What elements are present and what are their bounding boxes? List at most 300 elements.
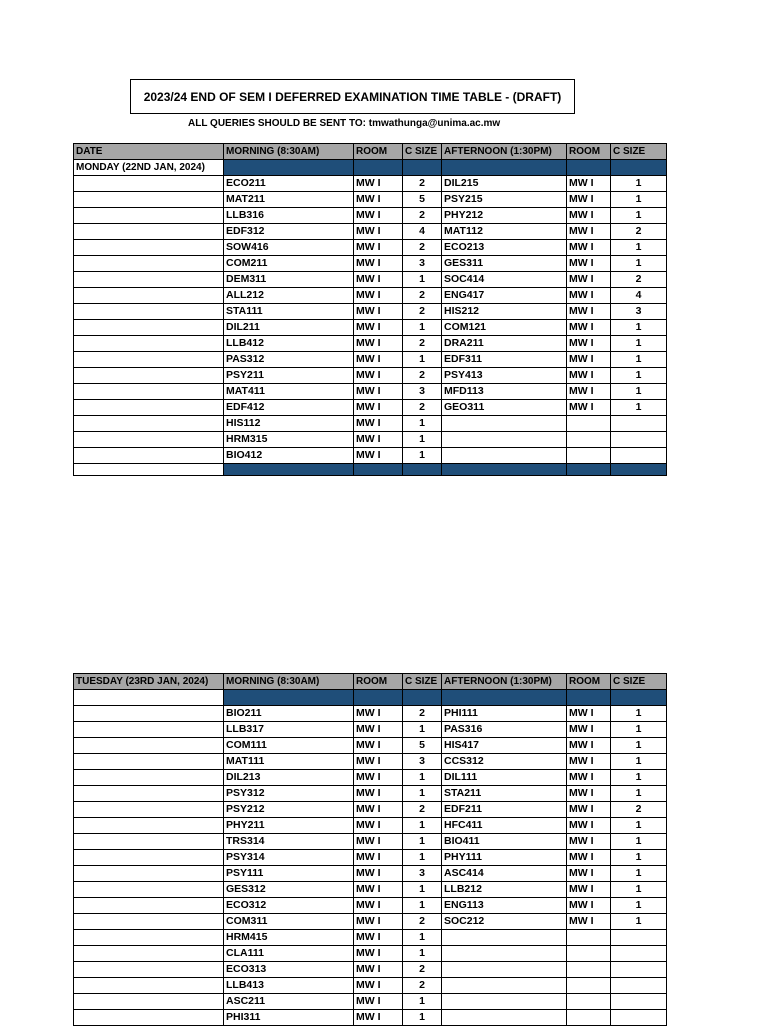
afternoon-csize: 1 [611,705,667,721]
morning-course: HRM315 [224,432,354,448]
room-header: ROOM [354,144,403,160]
morning-csize: 2 [403,801,442,817]
date-cell [74,897,224,913]
afternoon-csize: 1 [611,721,667,737]
morning-csize: 2 [403,977,442,993]
afternoon-course: STA211 [442,785,567,801]
morning-room: MW I [354,785,403,801]
morning-course: TRS314 [224,833,354,849]
afternoon-csize: 1 [611,320,667,336]
afternoon-course: PHY212 [442,208,567,224]
morning-course: COM211 [224,256,354,272]
afternoon-csize: 2 [611,272,667,288]
date-cell [74,833,224,849]
date-cell [74,913,224,929]
date-cell [74,801,224,817]
afternoon-csize: 1 [611,753,667,769]
morning-header: MORNING (8:30AM) [224,674,354,690]
table-row [74,929,667,945]
morning-csize: 1 [403,432,442,448]
afternoon-csize: 1 [611,833,667,849]
date-row [74,160,667,176]
table-row [74,977,667,993]
morning-room: MW I [354,897,403,913]
afternoon-room: MW I [567,753,611,769]
date-cell [74,737,224,753]
morning-course: MAT111 [224,753,354,769]
date-cell [74,721,224,737]
morning-room: MW I [354,192,403,208]
afternoon-csize [611,448,667,464]
afternoon-room: MW I [567,368,611,384]
morning-csize: 2 [403,368,442,384]
afternoon-course: GEO311 [442,400,567,416]
morning-course: PSY211 [224,368,354,384]
table-row [74,448,667,464]
morning-room: MW I [354,208,403,224]
morning-course: HIS112 [224,416,354,432]
table-row [74,240,667,256]
date-cell [74,785,224,801]
afternoon-course: EDF311 [442,352,567,368]
morning-room: MW I [354,721,403,737]
morning-csize: 3 [403,384,442,400]
morning-csize: 1 [403,897,442,913]
afternoon-room: MW I [567,769,611,785]
afternoon-course: COM121 [442,320,567,336]
table-row [74,897,667,913]
table-row [74,721,667,737]
morning-csize: 2 [403,208,442,224]
morning-room: MW I [354,352,403,368]
morning-course: HRM415 [224,929,354,945]
timetable-title [130,79,575,114]
date-cell [74,208,224,224]
morning-csize: 1 [403,352,442,368]
afternoon-course [442,416,567,432]
date-cell [74,977,224,993]
table-row [74,432,667,448]
morning-room: MW I [354,224,403,240]
date-cell [74,769,224,785]
afternoon-course: DIL111 [442,769,567,785]
morning-room: MW I [354,849,403,865]
table-row [74,945,667,961]
morning-course: STA111 [224,304,354,320]
afternoon-csize: 1 [611,336,667,352]
date-cell [74,336,224,352]
table-row [74,801,667,817]
afternoon-room: MW I [567,737,611,753]
afternoon-room: MW I [567,336,611,352]
afternoon-room [567,416,611,432]
afternoon-room: MW I [567,224,611,240]
afternoon-room [567,993,611,1009]
morning-course: DIL213 [224,769,354,785]
date-cell [74,272,224,288]
afternoon-room [567,448,611,464]
date-cell [74,929,224,945]
morning-course: PSY111 [224,865,354,881]
afternoon-room: MW I [567,208,611,224]
morning-course: LLB316 [224,208,354,224]
morning-course: ECO211 [224,176,354,192]
afternoon-csize: 1 [611,400,667,416]
morning-course: GES312 [224,881,354,897]
afternoon-room [567,432,611,448]
afternoon-csize: 1 [611,256,667,272]
afternoon-csize: 1 [611,240,667,256]
date-cell [74,945,224,961]
csize-header: C SIZE [611,144,667,160]
morning-csize: 1 [403,320,442,336]
date-cell [74,993,224,1009]
table-row [74,913,667,929]
afternoon-csize [611,432,667,448]
afternoon-csize [611,416,667,432]
morning-room: MW I [354,993,403,1009]
table-row [74,785,667,801]
afternoon-csize [611,961,667,977]
morning-csize: 1 [403,849,442,865]
morning-course: PSY314 [224,849,354,865]
morning-course: LLB317 [224,721,354,737]
afternoon-csize [611,977,667,993]
table-row [74,176,667,192]
morning-room: MW I [354,448,403,464]
morning-csize: 1 [403,448,442,464]
morning-csize: 1 [403,1009,442,1025]
afternoon-csize: 1 [611,897,667,913]
morning-room: MW I [354,929,403,945]
afternoon-room: MW I [567,865,611,881]
afternoon-course: SOC212 [442,913,567,929]
afternoon-room: MW I [567,817,611,833]
morning-course: ALL212 [224,288,354,304]
afternoon-csize: 4 [611,288,667,304]
date-cell [74,817,224,833]
afternoon-header: AFTERNOON (1:30PM) [442,674,567,690]
morning-course: DEM311 [224,272,354,288]
afternoon-course: HIS417 [442,737,567,753]
afternoon-csize: 1 [611,865,667,881]
date-cell [74,368,224,384]
afternoon-csize [611,1009,667,1025]
afternoon-course [442,929,567,945]
morning-room: MW I [354,865,403,881]
table-row [74,272,667,288]
morning-course: PHY211 [224,817,354,833]
date-cell [74,256,224,272]
morning-course: ECO312 [224,897,354,913]
morning-csize: 2 [403,336,442,352]
afternoon-csize: 3 [611,304,667,320]
afternoon-csize: 1 [611,384,667,400]
morning-course: EDF412 [224,400,354,416]
afternoon-course: MFD113 [442,384,567,400]
date-cell [74,224,224,240]
table-row [74,352,667,368]
table-row [74,737,667,753]
date-header: DATE [74,144,224,160]
morning-room: MW I [354,769,403,785]
morning-room: MW I [354,384,403,400]
morning-room: MW I [354,432,403,448]
afternoon-room: MW I [567,913,611,929]
morning-course: LLB412 [224,336,354,352]
afternoon-csize [611,993,667,1009]
blue-band-row [74,690,667,706]
date-cell [74,384,224,400]
afternoon-room: MW I [567,272,611,288]
afternoon-course: DIL215 [442,176,567,192]
morning-room: MW I [354,945,403,961]
afternoon-course [442,945,567,961]
date-cell [74,448,224,464]
date-cell [74,320,224,336]
afternoon-room [567,977,611,993]
afternoon-room [567,961,611,977]
date-cell [74,304,224,320]
afternoon-csize: 1 [611,769,667,785]
morning-csize: 1 [403,272,442,288]
morning-csize: 2 [403,240,442,256]
afternoon-csize: 1 [611,176,667,192]
morning-room: MW I [354,336,403,352]
morning-csize: 2 [403,304,442,320]
morning-course: CLA111 [224,945,354,961]
morning-room: MW I [354,977,403,993]
date-cell [74,849,224,865]
afternoon-csize: 1 [611,737,667,753]
morning-room: MW I [354,272,403,288]
table-row [74,817,667,833]
table-row [74,304,667,320]
room-header: ROOM [567,674,611,690]
title-text: 2023/24 END OF SEM I DEFERRED EXAMINATION TIME TABLE - (DRAFT) [143,89,562,104]
morning-course: PAS312 [224,352,354,368]
date-cell [74,176,224,192]
room-header: ROOM [354,674,403,690]
afternoon-csize: 1 [611,817,667,833]
afternoon-csize: 1 [611,352,667,368]
afternoon-course: DRA211 [442,336,567,352]
table-row [74,833,667,849]
afternoon-csize: 1 [611,881,667,897]
afternoon-course: MAT112 [442,224,567,240]
afternoon-course [442,977,567,993]
morning-csize: 1 [403,945,442,961]
afternoon-csize: 1 [611,208,667,224]
afternoon-room: MW I [567,721,611,737]
afternoon-room: MW I [567,897,611,913]
afternoon-room: MW I [567,352,611,368]
morning-course: PHI311 [224,1009,354,1025]
afternoon-course [442,1009,567,1025]
morning-room: MW I [354,737,403,753]
afternoon-csize [611,929,667,945]
morning-course: ECO313 [224,961,354,977]
morning-room: MW I [354,288,403,304]
morning-course: MAT411 [224,384,354,400]
afternoon-csize: 2 [611,224,667,240]
morning-csize: 1 [403,785,442,801]
afternoon-course: PAS316 [442,721,567,737]
morning-course: ASC211 [224,993,354,1009]
morning-room: MW I [354,801,403,817]
table-row [74,224,667,240]
date-cell [74,865,224,881]
table-row [74,256,667,272]
date-cell [74,881,224,897]
morning-csize: 4 [403,224,442,240]
afternoon-course: PHY111 [442,849,567,865]
afternoon-course: LLB212 [442,881,567,897]
afternoon-csize: 1 [611,913,667,929]
afternoon-course: GES311 [442,256,567,272]
morning-room: MW I [354,913,403,929]
csize-header: C SIZE [403,144,442,160]
afternoon-header: AFTERNOON (1:30PM) [442,144,567,160]
blue-band-row [74,464,667,476]
table-row [74,208,667,224]
afternoon-csize: 1 [611,785,667,801]
date-cell [74,961,224,977]
date-cell [74,400,224,416]
morning-csize: 1 [403,993,442,1009]
afternoon-room: MW I [567,304,611,320]
morning-room: MW I [354,705,403,721]
morning-csize: 5 [403,192,442,208]
morning-csize: 2 [403,288,442,304]
date-cell [74,240,224,256]
afternoon-room: MW I [567,256,611,272]
morning-course: PSY212 [224,801,354,817]
afternoon-csize: 1 [611,368,667,384]
morning-room: MW I [354,240,403,256]
afternoon-course: PSY413 [442,368,567,384]
morning-room: MW I [354,817,403,833]
morning-csize: 1 [403,881,442,897]
morning-csize: 2 [403,705,442,721]
table-row [74,865,667,881]
morning-course: DIL211 [224,320,354,336]
afternoon-room: MW I [567,833,611,849]
afternoon-room: MW I [567,801,611,817]
table-row [74,849,667,865]
afternoon-course [442,432,567,448]
queries-note: ALL QUERIES SHOULD BE SENT TO: tmwathunga@unima.ac.mw [188,118,501,129]
morning-room: MW I [354,881,403,897]
morning-csize: 3 [403,256,442,272]
table-row [74,192,667,208]
table-row [74,769,667,785]
tuesday-table [73,673,667,1026]
morning-room: MW I [354,833,403,849]
morning-course: LLB413 [224,977,354,993]
morning-csize: 1 [403,721,442,737]
table-row [74,881,667,897]
afternoon-course: CCS312 [442,753,567,769]
afternoon-course: BIO411 [442,833,567,849]
morning-csize: 2 [403,176,442,192]
afternoon-room: MW I [567,240,611,256]
afternoon-room: MW I [567,785,611,801]
morning-csize: 1 [403,929,442,945]
afternoon-course [442,448,567,464]
morning-course: BIO211 [224,705,354,721]
table-row [74,336,667,352]
morning-csize: 1 [403,833,442,849]
afternoon-room: MW I [567,849,611,865]
morning-csize: 5 [403,737,442,753]
morning-room: MW I [354,961,403,977]
afternoon-course [442,961,567,977]
table-row [74,961,667,977]
afternoon-room: MW I [567,400,611,416]
afternoon-course: ASC414 [442,865,567,881]
csize-header: C SIZE [611,674,667,690]
morning-course: COM111 [224,737,354,753]
morning-room: MW I [354,256,403,272]
morning-room: MW I [354,400,403,416]
morning-room: MW I [354,368,403,384]
table-row [74,753,667,769]
morning-room: MW I [354,1009,403,1025]
table-row [74,705,667,721]
morning-csize: 3 [403,753,442,769]
morning-course: PSY312 [224,785,354,801]
table-row [74,1009,667,1025]
afternoon-course: PHI111 [442,705,567,721]
table-row [74,993,667,1009]
date-cell [74,288,224,304]
morning-course: BIO412 [224,448,354,464]
afternoon-course [442,993,567,1009]
afternoon-room [567,1009,611,1025]
afternoon-course: ECO213 [442,240,567,256]
afternoon-room: MW I [567,705,611,721]
morning-room: MW I [354,753,403,769]
monday-table [73,143,667,476]
date-cell [74,416,224,432]
afternoon-room: MW I [567,288,611,304]
morning-room: MW I [354,416,403,432]
date-cell [74,192,224,208]
morning-csize: 2 [403,400,442,416]
date-cell [74,352,224,368]
date-cell [74,1009,224,1025]
date-cell [74,705,224,721]
afternoon-room: MW I [567,881,611,897]
day-label: TUESDAY (23RD JAN, 2024) [74,674,224,690]
csize-header: C SIZE [403,674,442,690]
afternoon-room: MW I [567,176,611,192]
table-row [74,416,667,432]
afternoon-room: MW I [567,320,611,336]
afternoon-room: MW I [567,384,611,400]
morning-csize: 3 [403,865,442,881]
afternoon-course: ENG417 [442,288,567,304]
afternoon-course: PSY215 [442,192,567,208]
table-row [74,384,667,400]
morning-csize: 1 [403,416,442,432]
table-row [74,400,667,416]
morning-csize: 1 [403,769,442,785]
morning-csize: 2 [403,961,442,977]
afternoon-room [567,945,611,961]
morning-csize: 1 [403,817,442,833]
